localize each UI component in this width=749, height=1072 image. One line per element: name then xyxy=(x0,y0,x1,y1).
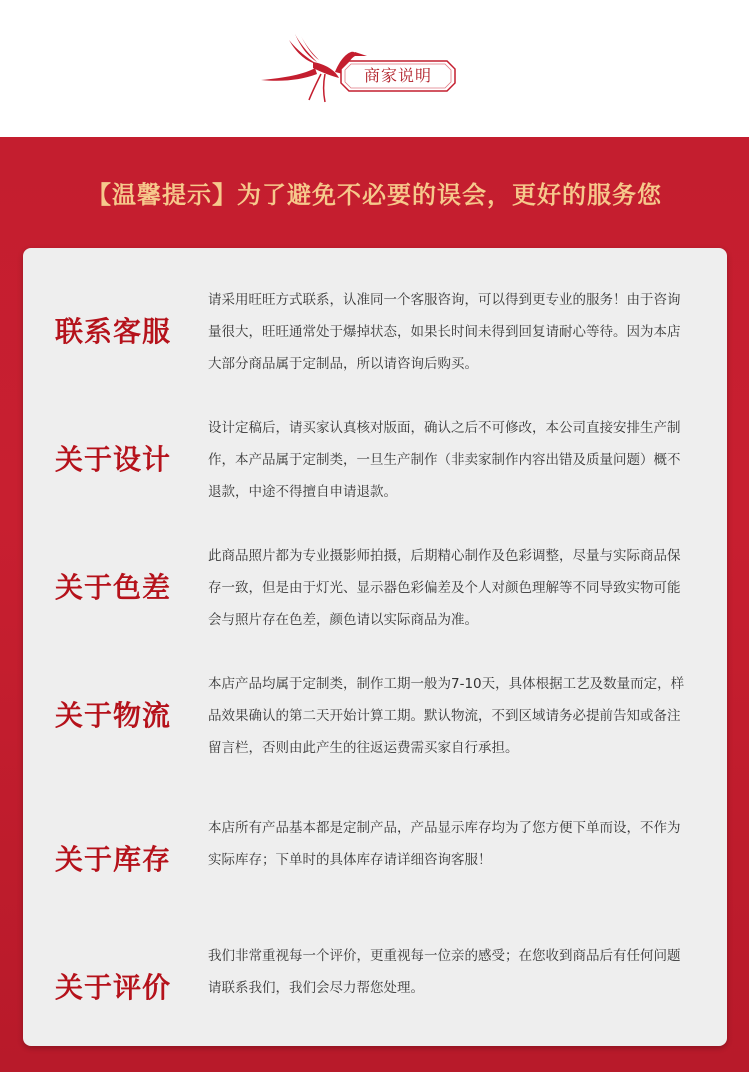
info-item-design xyxy=(23,412,727,522)
item-description: 我们非常重视每一个评价，更重视每一位亲的感受；在您收到商品后有任何问题请联系我们，我们会尽力帮您处理。 xyxy=(208,948,681,996)
info-item-logistics xyxy=(23,668,727,778)
header-area xyxy=(0,0,749,137)
item-title: 关于评价 xyxy=(55,971,172,1004)
info-card xyxy=(23,248,727,1046)
item-title: 联系客服 xyxy=(55,315,172,348)
info-item-stock xyxy=(23,812,727,922)
item-description: 请采用旺旺方式联系，认准同一个客服咨询，可以得到更专业的服务！由于咨询量很大，旺旺通常处于爆掉状态，如果长时间未得到回复请耐心等待。因为本店大部分商品属于定制品，所以请咨询后购买。 xyxy=(208,292,681,372)
badge-label: 商家说明 xyxy=(363,66,432,85)
info-item-color xyxy=(23,540,727,650)
item-description: 设计定稿后，请买家认真核对版面，确认之后不可修改，本公司直接安排生产制作，本产品属于定制类，一旦生产制作（非卖家制作内容出错及质量问题）概不退款，中途不得擅自申请退款。 xyxy=(208,420,681,500)
item-title: 关于物流 xyxy=(55,699,172,732)
badge-frame xyxy=(339,59,457,93)
item-title: 关于色差 xyxy=(55,571,172,604)
item-description: 本店产品均属于定制类，制作工期一般为7-10天，具体根据工艺及数量而定，样品效果确认的第二天开始计算工期。默认物流，不到区域请务必提前告知或备注留言栏，否则由此产生的往返运费需买家自行承担。 xyxy=(208,676,685,756)
notice-headline: 【温馨提示】为了避免不必要的误会，更好的服务您 xyxy=(87,181,662,209)
item-title: 关于设计 xyxy=(55,443,172,476)
notice-section xyxy=(0,137,749,1072)
item-description: 本店所有产品基本都是定制产品，产品显示库存均为了您方便下单而设，不作为实际库存；下单时的具体库存请详细咨询客服！ xyxy=(208,820,681,868)
merchant-badge xyxy=(255,32,465,104)
item-description: 此商品照片都为专业摄影师拍摄，后期精心制作及色彩调整，尽量与实际商品保存一致，但是由于灯光、显示器色彩偏差及个人对颜色理解等不同导致实物可能会与照片存在色差，颜色请以实际商品为准。 xyxy=(208,548,681,628)
item-title: 关于库存 xyxy=(55,843,172,876)
info-item-review xyxy=(23,940,727,1050)
info-item-contact xyxy=(23,284,727,394)
